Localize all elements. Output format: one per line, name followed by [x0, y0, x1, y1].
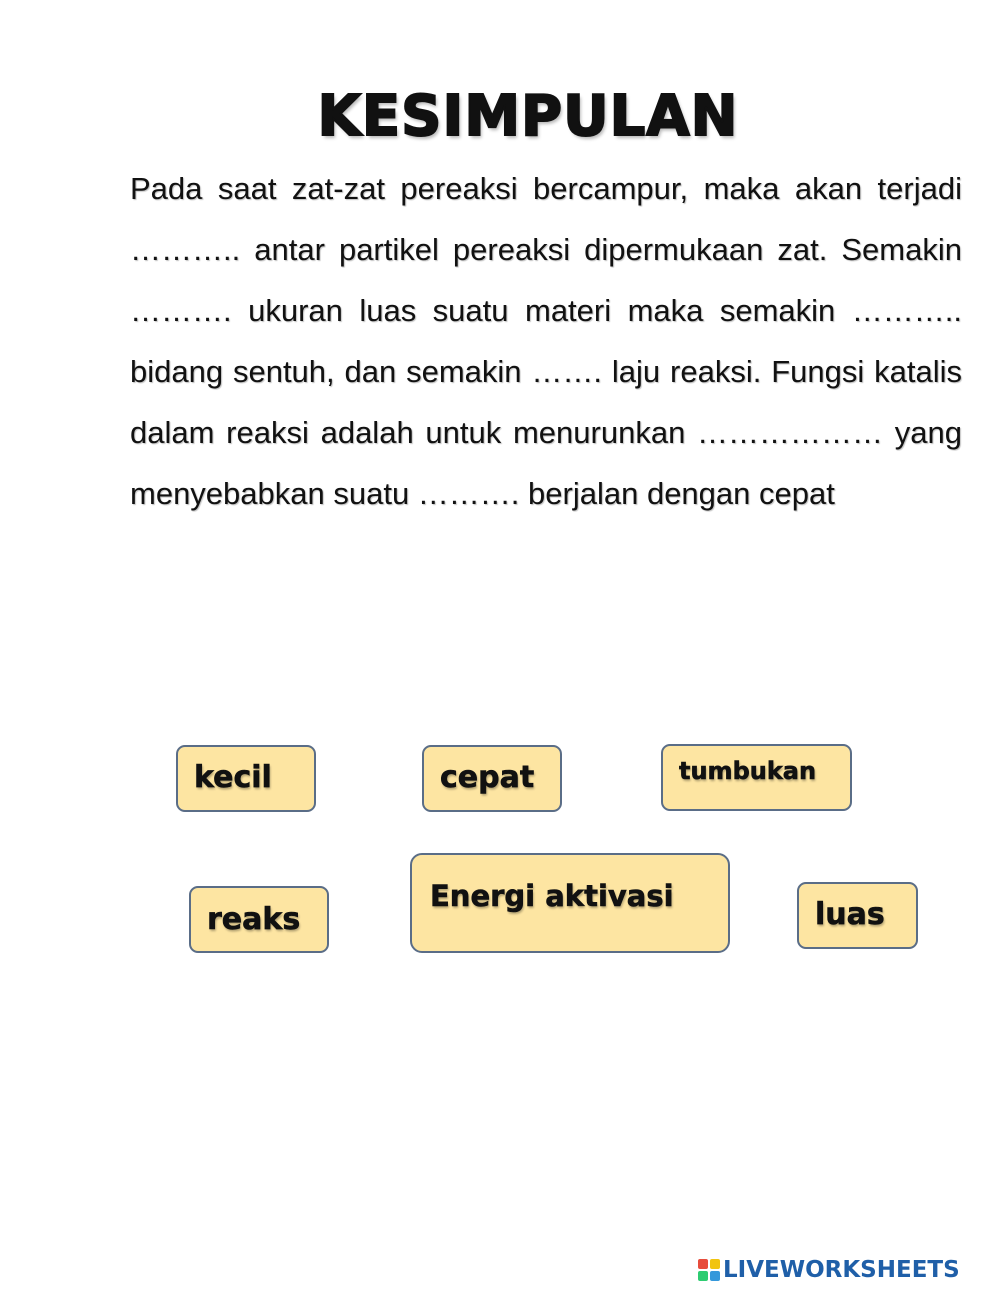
answer-chip-label: luas — [815, 897, 885, 932]
logo-square-blue — [710, 1271, 720, 1281]
answer-chip-label: kecil — [194, 760, 272, 795]
brand-name: LIVEWORKSHEETS — [723, 1257, 960, 1283]
answer-chip-label: cepat — [440, 760, 535, 795]
answer-chip-label: Energi aktivasi — [430, 879, 674, 913]
answer-chip-kecil[interactable] — [176, 745, 316, 812]
logo-square-yellow — [710, 1259, 720, 1269]
logo-square-red — [698, 1259, 708, 1269]
page-title: KESIMPULAN — [317, 84, 739, 149]
answer-chip-reaks[interactable] — [189, 886, 329, 953]
answer-chip-label: reaks — [207, 902, 301, 937]
answer-chip-luas[interactable] — [797, 882, 918, 949]
answer-chip-cepat[interactable] — [422, 745, 562, 812]
logo-square-green — [698, 1271, 708, 1281]
answer-chip-energi-aktivasi[interactable] — [410, 853, 730, 953]
answer-chip-tumbukan[interactable] — [661, 744, 852, 811]
answer-chip-label: tumbukan — [679, 757, 817, 785]
liveworksheets-logo-icon — [698, 1259, 720, 1281]
liveworksheets-footer[interactable] — [698, 1255, 960, 1285]
conclusion-paragraph: Pada saat zat-zat pereaksi bercampur, maka akan terjadi ……….. antar partikel pereaksi dipermukaan zat. Semakin ………. ukuran luas suatu materi maka semakin ……….. bidang sentuh, dan semakin ……. laju reaksi. Fungsi katalis dalam reaksi adalah untuk menurunkan ……………… yang menyebabkan suatu ………. berjalan dengan cepat — [130, 171, 962, 511]
